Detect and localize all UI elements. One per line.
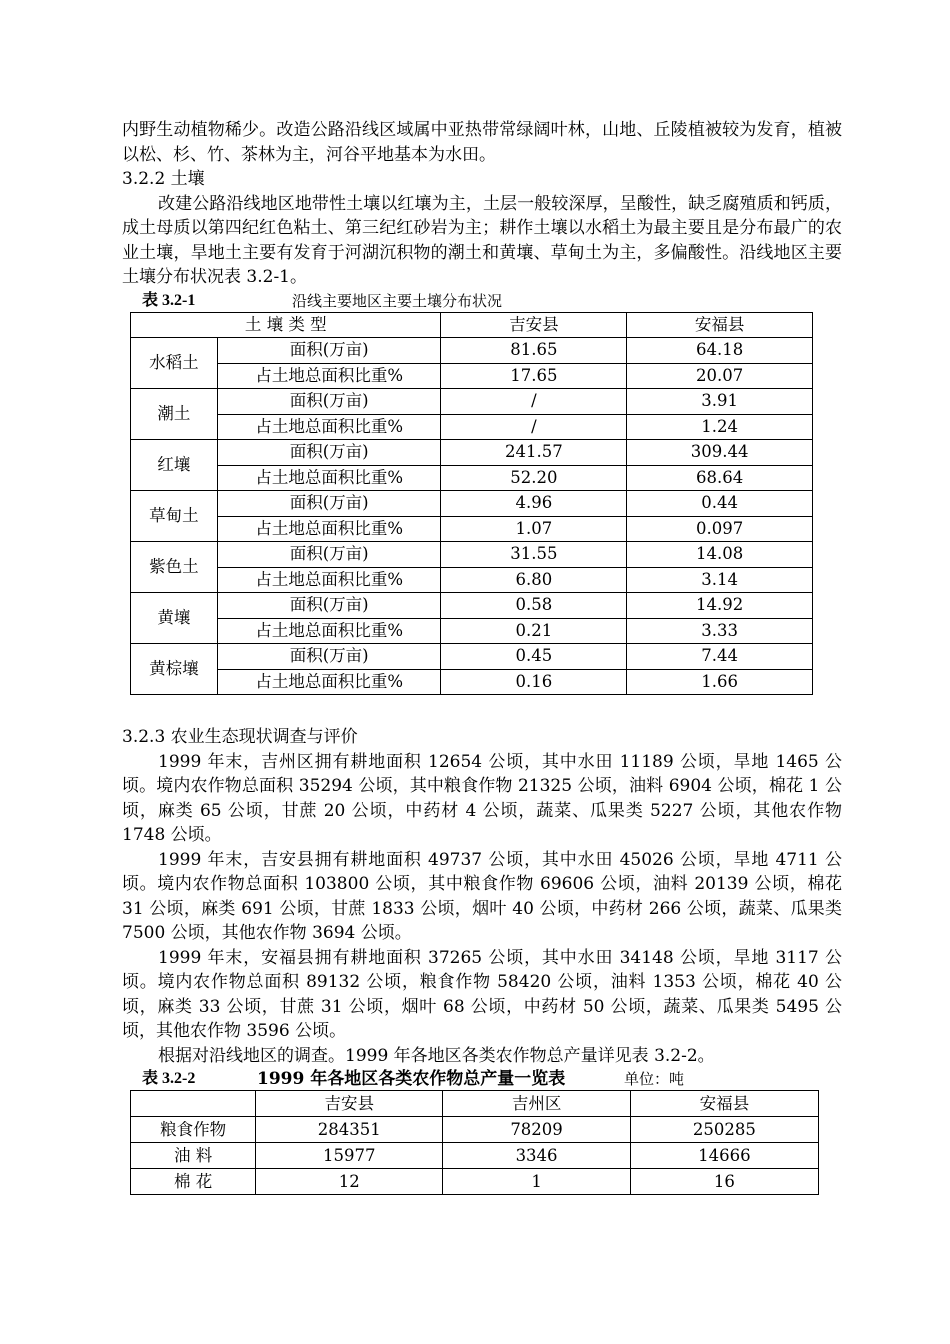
soil-type-cell: 草甸土 — [131, 491, 218, 542]
table-row — [131, 644, 813, 670]
header-cell: 土 壤 类 型 — [131, 312, 441, 338]
table-header-row — [131, 312, 813, 338]
table-row — [131, 1143, 819, 1169]
metric-cell: 面积(万亩) — [217, 542, 441, 568]
value-cell: 4.96 — [441, 491, 627, 517]
soil-type-cell: 红壤 — [131, 440, 218, 491]
metric-cell: 面积(万亩) — [217, 593, 441, 619]
value-cell: 64.18 — [627, 338, 813, 364]
table-row — [131, 491, 813, 517]
soil-type-cell: 水稻土 — [131, 338, 218, 389]
metric-cell: 占土地总面积比重% — [217, 618, 441, 644]
soil-type-cell: 潮土 — [131, 389, 218, 440]
table-row — [131, 389, 813, 415]
crop-cell: 粮食作物 — [131, 1117, 256, 1143]
header-cell: 安福县 — [627, 312, 813, 338]
value-cell: 3346 — [443, 1143, 630, 1169]
table-header-row — [131, 1091, 819, 1117]
value-cell: 12 — [256, 1169, 443, 1195]
soil-table — [130, 312, 813, 696]
table-row — [131, 338, 813, 364]
metric-cell: 面积(万亩) — [217, 338, 441, 364]
value-cell: 3.91 — [627, 389, 813, 415]
value-cell: 0.44 — [627, 491, 813, 517]
spacer — [122, 695, 842, 725]
value-cell: 1.24 — [627, 414, 813, 440]
table-row — [131, 593, 813, 619]
value-cell: 14666 — [630, 1143, 818, 1169]
value-cell: 0.45 — [441, 644, 627, 670]
table-row — [131, 1117, 819, 1143]
soil-type-cell: 紫色土 — [131, 542, 218, 593]
value-cell: 52.20 — [441, 465, 627, 491]
metric-cell: 面积(万亩) — [217, 644, 441, 670]
header-cell: 吉安县 — [441, 312, 627, 338]
metric-cell: 占土地总面积比重% — [217, 363, 441, 389]
value-cell: 31.55 — [441, 542, 627, 568]
table-row — [131, 465, 813, 491]
header-cell: 吉州区 — [443, 1091, 630, 1117]
table-row — [131, 363, 813, 389]
value-cell: 17.65 — [441, 363, 627, 389]
value-cell: 0.097 — [627, 516, 813, 542]
section-323-paragraph: 根据对沿线地区的调查。1999 年各地区各类农作物总产量详见表 3.2-2。 — [158, 1045, 715, 1066]
value-cell: 3.14 — [627, 567, 813, 593]
value-cell: / — [441, 389, 627, 415]
value-cell: 68.64 — [627, 465, 813, 491]
value-cell: 3.33 — [627, 618, 813, 644]
value-cell: 15977 — [256, 1143, 443, 1169]
crop-output-table — [130, 1090, 819, 1195]
section-heading-322: 3.2.2 土壤 — [122, 169, 205, 189]
metric-cell: 占土地总面积比重% — [217, 414, 441, 440]
section-323-paragraph: 1999 年末，吉州区拥有耕地面积 12654 公顷，其中水田 11189 公顷，旱地 1465 公顷。境内农作物总面积 35294 公顷，其中粮食作物 21325 公顷，油料 6904 公顷，棉花 1 公顷，麻类 65 公顷，甘蔗 20 公顷，中药材 4 公顷，蔬菜、瓜果类 5227 公顷，其他农作物 1748 公顷。 — [122, 751, 842, 845]
table-row — [131, 669, 813, 695]
value-cell: 7.44 — [627, 644, 813, 670]
table2-caption — [122, 1068, 842, 1090]
soil-type-cell: 黄壤 — [131, 593, 218, 644]
value-cell: 1.66 — [627, 669, 813, 695]
value-cell: 81.65 — [441, 338, 627, 364]
value-cell: 14.92 — [627, 593, 813, 619]
header-cell: 吉安县 — [256, 1091, 443, 1117]
value-cell: 1 — [443, 1169, 630, 1195]
value-cell: 20.07 — [627, 363, 813, 389]
intro-paragraph: 内野生动植物稀少。改造公路沿线区域属中亚热带常绿阔叶林，山地、丘陵植被较为发育，植被以松、杉、竹、茶林为主，河谷平地基本为水田。 — [122, 120, 842, 165]
value-cell: 284351 — [256, 1117, 443, 1143]
header-cell — [131, 1091, 256, 1117]
table2-unit: 单位：吨 — [624, 1070, 685, 1088]
table2-number: 表 3.2-2 — [142, 1070, 196, 1087]
value-cell: 16 — [630, 1169, 818, 1195]
metric-cell: 面积(万亩) — [217, 440, 441, 466]
crop-cell: 油 料 — [131, 1143, 256, 1169]
table2-title: 1999 年各地区各类农作物总产量一览表 — [257, 1069, 566, 1089]
value-cell: 1.07 — [441, 516, 627, 542]
section-323-paragraph: 1999 年末，安福县拥有耕地面积 37265 公顷，其中水田 34148 公顷，旱地 3117 公顷。境内农作物总面积 89132 公顷，粮食作物 58420 公顷，油料 1353 公顷，棉花 40 公顷，麻类 33 公顷，甘蔗 31 公顷，烟叶 68 公顷，中药材 50 公顷，蔬菜、瓜果类 5495 公顷，其他农作物 3596 公顷。 — [122, 947, 842, 1041]
crop-cell: 棉 花 — [131, 1169, 256, 1195]
metric-cell: 占土地总面积比重% — [217, 465, 441, 491]
value-cell: 0.21 — [441, 618, 627, 644]
value-cell: 6.80 — [441, 567, 627, 593]
table-row — [131, 618, 813, 644]
value-cell: 250285 — [630, 1117, 818, 1143]
value-cell: 14.08 — [627, 542, 813, 568]
table-row — [131, 440, 813, 466]
section-322-paragraph: 改建公路沿线地区地带性土壤以红壤为主，土层一般较深厚，呈酸性，缺乏腐殖质和钙质，成土母质以第四纪红色粘土、第三纪红砂岩为主；耕作土壤以水稻土为最主要且是分布最广的农业土壤，旱地土主要有发育于河湖沉积物的潮土和黄壤、草甸土为主，多偏酸性。沿线地区主要土壤分布状况表 3.2-1。 — [122, 193, 842, 287]
metric-cell: 面积(万亩) — [217, 491, 441, 517]
value-cell: 78209 — [443, 1117, 630, 1143]
table1-title: 沿线主要地区主要土壤分布状况 — [292, 291, 503, 310]
value-cell: 0.58 — [441, 593, 627, 619]
value-cell: 0.16 — [441, 669, 627, 695]
metric-cell: 占土地总面积比重% — [217, 669, 441, 695]
table1-number: 表 3.2-1 — [142, 291, 196, 309]
metric-cell: 面积(万亩) — [217, 389, 441, 415]
section-323-paragraph: 1999 年末，吉安县拥有耕地面积 49737 公顷，其中水田 45026 公顷，旱地 4711 公顷。境内农作物总面积 103800 公顷，其中粮食作物 69606 公顷，油料 20139 公顷，棉花 31 公顷，麻类 691 公顷，甘蔗 1833 公顷，烟叶 40 公顷，中药材 266 公顷，蔬菜、瓜果类 7500 公顷，其他农作物 3694 公顷。 — [122, 849, 842, 943]
table-row — [131, 1169, 819, 1195]
section-heading-323: 3.2.3 农业生态现状调查与评价 — [122, 727, 358, 747]
soil-type-cell: 黄棕壤 — [131, 644, 218, 695]
table-row — [131, 414, 813, 440]
document-page — [122, 118, 842, 1195]
value-cell: / — [441, 414, 627, 440]
table-row — [131, 516, 813, 542]
value-cell: 309.44 — [627, 440, 813, 466]
header-cell: 安福县 — [630, 1091, 818, 1117]
value-cell: 241.57 — [441, 440, 627, 466]
table-row — [131, 567, 813, 593]
table1-caption — [122, 290, 842, 312]
metric-cell: 占土地总面积比重% — [217, 567, 441, 593]
table-row — [131, 542, 813, 568]
metric-cell: 占土地总面积比重% — [217, 516, 441, 542]
